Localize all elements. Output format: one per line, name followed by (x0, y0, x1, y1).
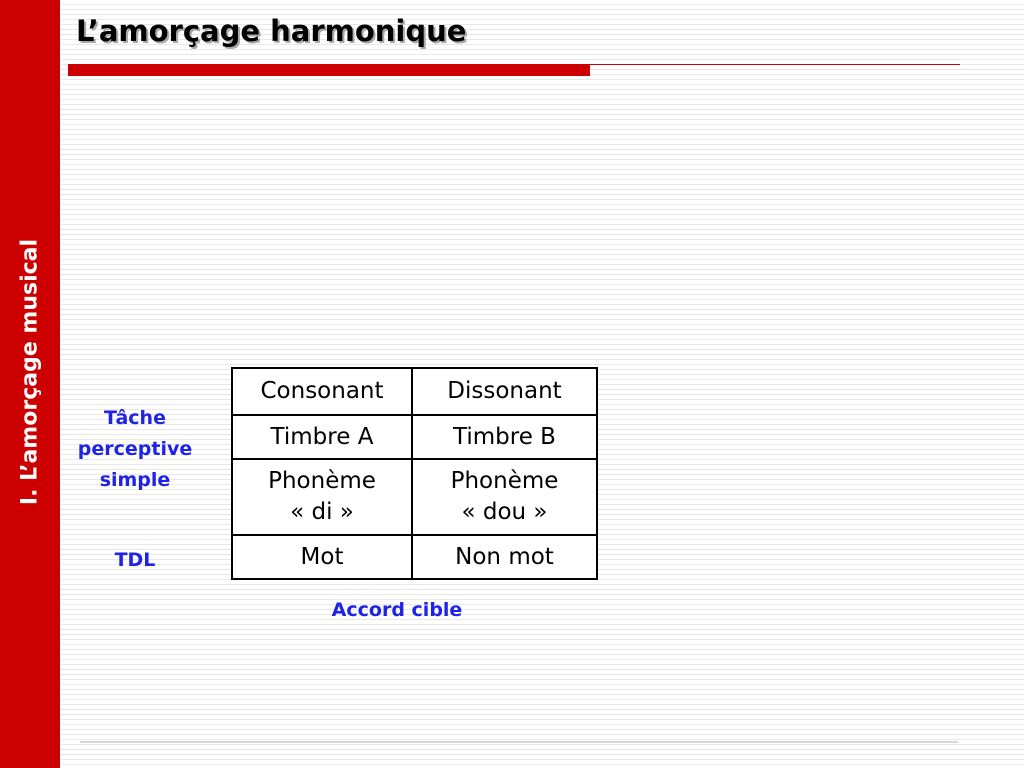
table-row (232, 415, 597, 459)
perceptive-task-line: Tâche (104, 407, 166, 429)
table-cell: Non mot (412, 535, 597, 579)
target-chord-label: Accord cible (331, 599, 463, 621)
table-cell-line: Phonème (450, 468, 559, 494)
table-cell (232, 459, 412, 535)
table-cell-line: « di » (290, 499, 354, 525)
table-row (232, 459, 597, 535)
tdl-label: TDL (114, 549, 156, 571)
table-cell: Timbre A (232, 415, 412, 459)
table-cell (412, 459, 597, 535)
perceptive-task-line: perceptive (77, 438, 193, 460)
slide-title: L’amorçage harmonique (76, 14, 467, 48)
table-row (232, 368, 597, 415)
footer-rule (80, 741, 958, 743)
title-underline-rule (590, 64, 960, 65)
title-underline-bar (68, 64, 590, 76)
perceptive-task-line: simple (99, 469, 171, 491)
sidebar-band (0, 0, 60, 768)
perceptive-task-label (66, 403, 204, 496)
table-cell: Consonant (232, 368, 412, 415)
table-cell: Timbre B (412, 415, 597, 459)
table-cell-line: « dou » (461, 499, 548, 525)
table-row (232, 535, 597, 579)
sidebar-divider (60, 0, 61, 768)
table-cell: Mot (232, 535, 412, 579)
condition-table (231, 367, 598, 580)
table-cell-line: Phonème (268, 468, 376, 494)
table-cell: Dissonant (412, 368, 597, 415)
section-label: I. L’amorçage musical (17, 238, 43, 506)
